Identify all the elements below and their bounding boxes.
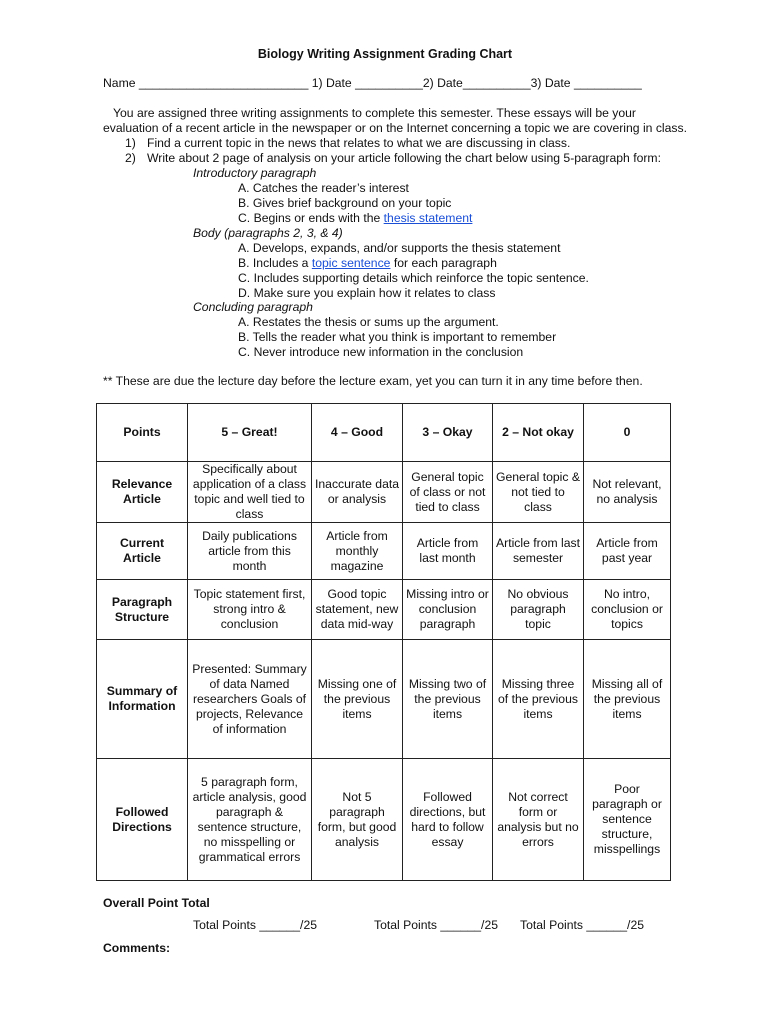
table-header-row xyxy=(97,404,671,462)
table-cell: Article from monthly magazine xyxy=(312,523,403,580)
table-cell: No intro, conclusion or topics xyxy=(584,580,671,640)
body-item-b-suffix: for each paragraph xyxy=(390,256,497,270)
row-label: Relevance Article xyxy=(97,462,188,523)
step-1-number: 1) xyxy=(125,136,136,150)
intro-item-b: B. Gives brief background on your topic xyxy=(238,196,452,210)
overall-point-total-label: Overall Point Total xyxy=(103,896,210,910)
table-cell: General topic of class or not tied to class xyxy=(403,462,493,523)
header-good: 4 – Good xyxy=(312,404,403,462)
row-label: Paragraph Structure xyxy=(97,580,188,640)
table-cell: Inaccurate data or analysis xyxy=(312,462,403,523)
intro-line-2: evaluation of a recent article in the newspaper or on the Internet concerning a topic we are covering in class. xyxy=(103,121,687,135)
intro-paragraph-heading: Introductory paragraph xyxy=(193,166,317,180)
row-label: Current Article xyxy=(97,523,188,580)
table-cell: Article from past year xyxy=(584,523,671,580)
table-cell: Missing one of the previous items xyxy=(312,640,403,759)
table-cell: Missing intro or conclusion paragraph xyxy=(403,580,493,640)
name-date-line: Name _________________________ 1) Date __________2) Date__________3) Date __________ xyxy=(103,76,642,90)
due-date-note: ** These are due the lecture day before the lecture exam, yet you can turn it in any time before then. xyxy=(103,374,643,388)
table-cell: 5 paragraph form, article analysis, good paragraph & sentence structure, no misspelling or grammatical errors xyxy=(188,759,312,881)
table-cell: No obvious paragraph topic xyxy=(493,580,584,640)
body-item-a: A. Develops, expands, and/or supports the thesis statement xyxy=(238,241,561,255)
total-points-2: Total Points ______/25 xyxy=(374,918,498,932)
grading-rubric-table xyxy=(96,403,671,881)
table-cell: Daily publications article from this month xyxy=(188,523,312,580)
document-title: Biology Writing Assignment Grading Chart xyxy=(257,47,513,61)
table-cell: Specifically about application of a class topic and well tied to class xyxy=(188,462,312,523)
body-item-c: C. Includes supporting details which reinforce the topic sentence. xyxy=(238,271,589,285)
header-zero: 0 xyxy=(584,404,671,462)
concluding-item-c: C. Never introduce new information in the conclusion xyxy=(238,345,524,359)
table-cell: Good topic statement, new data mid-way xyxy=(312,580,403,640)
header-points: Points xyxy=(97,404,188,462)
header-okay: 3 – Okay xyxy=(403,404,493,462)
header-great: 5 – Great! xyxy=(188,404,312,462)
step-1-text: Find a current topic in the news that relates to what we are discussing in class. xyxy=(147,136,571,150)
total-points-1: Total Points ______/25 xyxy=(193,918,317,932)
step-2-text: Write about 2 page of analysis on your article following the chart below using 5-paragraph form: xyxy=(147,151,661,165)
comments-label: Comments: xyxy=(103,941,171,955)
concluding-paragraph-heading: Concluding paragraph xyxy=(193,300,313,314)
table-cell: General topic & not tied to class xyxy=(493,462,584,523)
table-cell: Not 5 paragraph form, but good analysis xyxy=(312,759,403,881)
table-cell: Not relevant, no analysis xyxy=(584,462,671,523)
table-row xyxy=(97,759,671,881)
body-paragraph-heading: Body (paragraphs 2, 3, & 4) xyxy=(193,226,343,240)
row-label: Followed Directions xyxy=(97,759,188,881)
table-cell: Missing all of the previous items xyxy=(584,640,671,759)
intro-item-c xyxy=(238,211,472,226)
table-cell: Followed directions, but hard to follow essay xyxy=(403,759,493,881)
body-item-d: D. Make sure you explain how it relates to class xyxy=(238,286,496,300)
header-not-okay: 2 – Not okay xyxy=(493,404,584,462)
step-2-number: 2) xyxy=(125,151,136,165)
body-item-b-prefix: B. Includes a xyxy=(238,256,312,270)
table-cell: Article from last semester xyxy=(493,523,584,580)
thesis-statement-link[interactable]: thesis statement xyxy=(383,211,473,225)
intro-item-a: A. Catches the reader’s interest xyxy=(238,181,409,195)
table-cell: Missing two of the previous items xyxy=(403,640,493,759)
concluding-item-b: B. Tells the reader what you think is important to remember xyxy=(238,330,557,344)
table-cell: Topic statement first, strong intro & conclusion xyxy=(188,580,312,640)
table-cell: Poor paragraph or sentence structure, misspellings xyxy=(584,759,671,881)
table-row xyxy=(97,580,671,640)
table-cell: Presented: Summary of data Named researchers Goals of projects, Relevance of information xyxy=(188,640,312,759)
table-row xyxy=(97,462,671,523)
row-label: Summary of Information xyxy=(97,640,188,759)
intro-item-c-text: C. Begins or ends with the xyxy=(238,211,384,225)
total-points-3: Total Points ______/25 xyxy=(520,918,644,932)
table-row xyxy=(97,523,671,580)
table-cell: Missing three of the previous items xyxy=(493,640,584,759)
table-row xyxy=(97,640,671,759)
body-item-b xyxy=(238,256,497,271)
concluding-item-a: A. Restates the thesis or sums up the argument. xyxy=(238,315,499,329)
table-cell: Article from last month xyxy=(403,523,493,580)
topic-sentence-link[interactable]: topic sentence xyxy=(311,256,391,270)
table-cell: Not correct form or analysis but no errors xyxy=(493,759,584,881)
intro-line-1: You are assigned three writing assignments to complete this semester. These essays will be your xyxy=(113,106,636,120)
